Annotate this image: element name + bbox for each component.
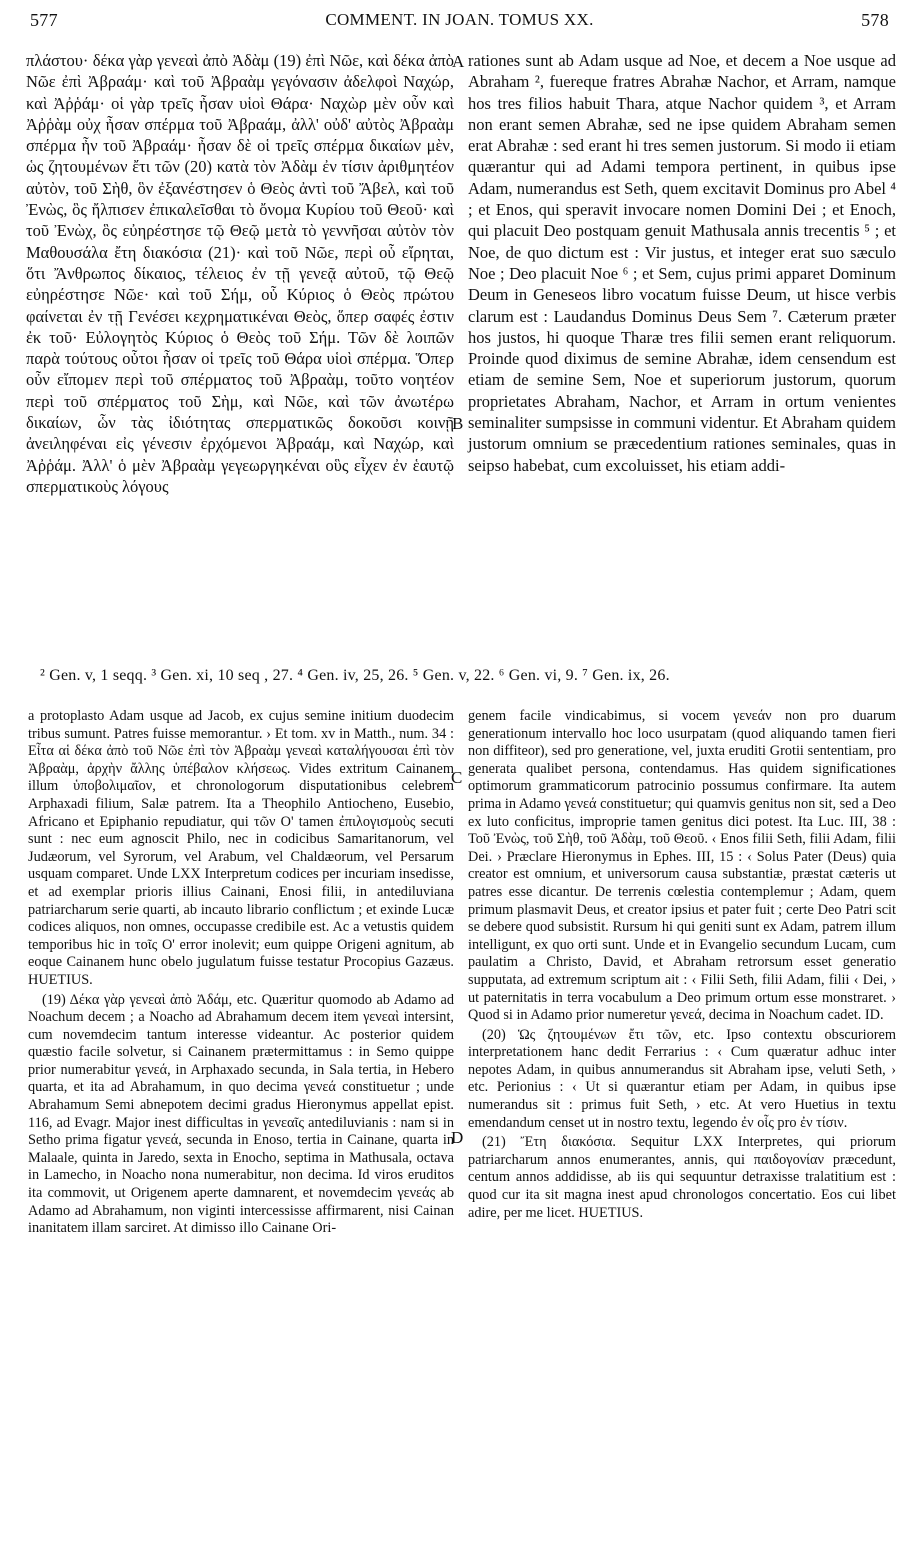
page-number-left: 577: [30, 10, 58, 30]
footnotes: ² Gen. v, 1 seqq. ³ Gen. xi, 10 seq , 27. ⁴ Gen. iv, 25, 26. ⁵ Gen. v, 22. ⁶ Gen. vi, 9. ⁷ Gen. ix, 26.: [40, 667, 670, 684]
margin-letter-a: A: [452, 52, 465, 71]
note-paragraph: (20) Ὡς ζητουμένων ἔτι τῶν, etc. Ipso contextu obscuriorem interpretationem hanc dedit Ferrarius : ‹ Cum quæratur adhuc inter nepotes Adam, in quibus annumerandus sit Abraham ipse, veluti Seth, › etc. Perionius : ‹ Ut si quærantur etiam per Adam, in quibus ipse numerandus sit : primus fuit Seth, › etc. At vero Huetius in textu emendandum censet ut in nostro textu, legendo ἐν οἷς pro ἐν τίσιν.: [468, 1026, 896, 1131]
greek-column: [26, 50, 454, 497]
note-paragraph: (21) Ἔτη διακόσια. Sequitur LXX Interpretes, qui priorum patriarcharum annos enumerantes, annis, qui παιδογονίαν præcedunt, centum annos addidisse, ab iis qui sequuntur detraxisse tralatitium est : quod cur ita sit magna inest apud chronologos concertatio. Eos cui libet adire, per me licet. HUETIUS.: [468, 1134, 896, 1221]
page-number-right: 578: [861, 10, 889, 30]
greek-text: πλάστου· δέκα γὰρ γενεαὶ ἀπὸ Ἀδὰμ (19) ἐπὶ Νῶε, καὶ δέκα ἀπὸ Νῶε ἐπὶ Ἀβραάμ· καὶ τοῦ Ἀβραὰμ γεγόνασιν ἀδελφοὶ Ναχώρ, καὶ Ἀῤῥάμ· οἱ γὰρ τρεῖς ἦσαν υἱοὶ Θάρα· Ναχὼρ μὲν οὖν καὶ Ἀῤῥὰμ οὐχ ἦσαν σπέρμα τοῦ Ἀβραάμ, ἀλλ' οὐδ' αὐτὸς Ἀβραὰμ σπέρμα ἦν τοῦ Ἀβραάμ· ἦσαν δὲ οἱ τρεῖς σπέρμα δικαίων μὲν, ὡς ζητουμένων ἔτι τῶν (20) κατὰ τὸν Ἀδὰμ ἐν τίσιν ἀριθμητέον αὐτὸν, τοῦ Σὴθ, ὃν ἐξανέστησεν ὁ Θεὸς ἀντὶ τοῦ Ἄβελ, καὶ τοῦ Ἐνὼς, ὃς ἤλπισεν ἐπικαλεῖσθαι τὸ ὄνομα Κυρίου τοῦ Θεοῦ· καὶ τοῦ Ἐνὼχ, ὃς εὐηρέστησε τῷ Θεῷ μετὰ τὸ γεννῆσαι αὐτὸν τὸν Μαθουσάλα ἔτη διακόσια (21)· καὶ τοῦ Νῶε, περὶ οὗ εἴρηται, ὅτι Ἄνθρωπος δίκαιος, τέλειος ἐν τῇ γενεᾷ αὐτοῦ, τῷ Θεῷ εὐηρέστησε Νῶε· καὶ τοῦ Σήμ, οὗ Κύριος ὁ Θεὸς πρώτου φαίνεται ἐν τῇ Γενέσει κεχρηματικέναι Θεὸς, ὅπερ σαφές ἐστιν ἐκ τοῦ· Εὐλογητὸς Κύριος ὁ Θεὸς τοῦ Σήμ. Τῶν δὲ λοιπῶν παρὰ τούτους οὗτοι ἦσαν οἱ τρεῖς τοῦ Θάρα υἱοὶ σπέρμα. Ὅπερ οὖν εἴπομεν περὶ τοῦ σπέρματος τοῦ Ἀβραὰμ, τοῦτο νοητέον περὶ τοῦ σπέρματος τοῦ Σὴμ, καὶ Νῶε, καὶ τῶν ἀνωτέρω δικαίων, ὧν τὰς ἰδιότητας σπερματικῶς δοκοῦσι κοινῇ ἀνειληφέναι εἰς γένεσιν ἐρχόμενοι Ἀβραάμ, καὶ Ναχώρ, καὶ Ἀῤῥάμ. Ἀλλ' ὁ μὲν Ἀβραὰμ γεγεωργηκέναι οὓς εἶχεν ἐν ἑαυτῷ σπερματικοὺς λόγους: [26, 51, 454, 496]
margin-letter-b: B: [452, 414, 464, 433]
margin-letter-d: D: [451, 1128, 464, 1147]
note-paragraph: genem facile vindicabimus, si vocem γενεάν non pro duarum generationum intervallo hoc loco usurpatam (quod aliquando tamen fieri non diffiteor), sed pro generatione, vel, juxta eruditi Grotii sententiam, pro generata qualibet persona, contendamus. Has quidem significationes optimorum grammaticorum patrocinio possumus confirmare. Ita autem prima in Adamo γενεά constituetur; qui quamvis genitus non sit, sed a Deo ex luto conficitus, improprie tamen genitus dici potest. Ita Luc. III, 38 : Τοῦ Ἐνὼς, τοῦ Σὴθ, τοῦ Ἀδὰμ, τοῦ Θεοῦ. ‹ Enos filii Seth, filii Adam, filii Dei. › Præclare Hieronymus in Ephes. III, 15 : ‹ Solus Pater (Deus) quia creator est omnium, et universorum causa substantiæ, præstat cæteris ut patres esse dicantur. De terrenis cœlestia contemplemur ; Adam, quem primum plasmavit Deus, et creator ipsius et pater fuit ; certe Deo Patri scit se debere quod subsistit. Rursum hi qui geniti sunt ex Adam, patrem illum intelligunt, ex quo orti sunt. Unde et in Evangelio secundum Lucam, cum paulatim a Christo, David, et Abraham retrorsum esset generatio supputata, ad extremum scriptum ait : ‹ Filii Seth, filii Adam, filii ‹ Dei, › ut paternitatis in terra vocabulum a Deo primum ortum esse monstraret. › Quod si in Adamo prior numeretur γενεά, decima in Noachum cadet. ID.: [468, 708, 896, 1024]
margin-letter-c: C: [451, 768, 463, 787]
latin-text: rationes sunt ab Adam usque ad Noe, et decem a Noe usque ad Abraham ², fuereque fratres Abrahæ Nachor, et Arram, namque hos tres filios habuit Thara, atque Nachor quidem ³, et Arram non erant semen Abrahæ, sed ne ipse quidem Abraham semen erat Abrahæ : sed erant hi tres semen justorum. Si modo ii etiam quærantur qui ad Adami tempora pertinent, in quibus ipse Adam, numerandus est Seth, quem excitavit Dominus pro Abel ⁴ ; et Enos, qui speravit invocare nomen Domini Dei ; et Enoch, qui placuit Deo postquam genuit Mathusala annis trecentis ⁵ ; et Noe, de quo dictum est : Vir justus, et integer erat suo sæculo Noe ; Deo placuit Noe ⁶ ; et Sem, cujus primi apparet Dominum Deum in Geneseos libro vocatum fuisse Deum, ut hisce verbis clarum est : Laudandus Dominus Deus Sem ⁷. Cæterum præter hos justos, hi quoque Tharæ tres filii semen erant reliquorum. Proinde quod diximus de semine Abrahæ, idem censendum est etiam de semine Sem, Noe et superiorum justorum, quorum proprietates Abraham, Nachor, et Arram in ortum venientes seminaliter sumpsisse in communi videntur. Et Abraham quidem justorum omnium se præcedentium rationes seminales, quas in seipso habebat, cum excoluisset, his etiam addi-: [468, 51, 896, 475]
note-paragraph: (19) Δέκα γὰρ γενεαὶ ἀπὸ Ἀδάμ, etc. Quæritur quomodo ab Adamo ad Noachum decem ; a Noacho ad Abrahamum decem item γενεαὶ intersint, cum novemdecim tantum interesse videantur. Ac posterior quidem quæstio facile solvetur, si Cainanem prætermittamus : in Semo quippe prior numerabitur γενεά, in Arphaxado secunda, in Sala tertia, in Hebero quarta, et ita ad Abrahamum, in quo decima γενεά constituetur ; unde Abrahamum Semi abnepotem decimi gradus Hieronymus appellat epist. 116, ad Evagr. Major inest difficultas in γενεαῖς antediluvianis : nam si in Setho prima figatur γενεά, secunda in Enoso, tertia in Cainane, quarta in Malaale, quinta in Jaredo, sexta in Enocho, septima in Mathusala, octava in Lamecho, in Noacho nona numerabitur, non decima. Id viros eruditos ita commovit, ut Origenem aperte damnarent, et novemdecim γενεάς ab Adamo ad Abrahamum, non viginti intercessisse affirmarent, nisi Cainan inanitatem illam sarciret. At dimisso illo Cainane Ori-: [28, 991, 454, 1237]
running-head: [30, 10, 889, 36]
notes-right-column: [468, 708, 896, 1222]
latin-column: [468, 50, 896, 476]
page-title: COMMENT. IN JOAN. TOMUS XX.: [325, 10, 594, 29]
notes-left-column: [28, 708, 454, 1238]
note-paragraph: a protoplasto Adam usque ad Jacob, ex cujus semine initium duodecim tribus sumunt. Patres fuisse memorantur. › Et tom. xv in Matth., num. 34 : Εἶτα αἱ δέκα ἀπὸ τοῦ Νῶε ἐπὶ τὸν Ἀβραὰμ γενεαὶ καταλήγουσαι ἐπὶ τὸν Ἀβραὰμ, ἀρχὴν ἄλλης ὑπέβαλον κλήσεως. Vides extritum Cainanem illum ὑποβολιμαῖον, et chronologorum disputationibus celebrem Arphaxadi filium, Salæ patrem. Ita a Theophilo Antiocheno, Eusebio, Africano et Epiphanio repudiatur, qui τῶν Ο' tamen ἐπιλογισμοὺς secuti sunt : nec eum agnoscit Philo, nec in codicibus Samaritanorum, vel Judæorum, vel Syrorum, vel Arabum, vel Chaldæorum, vel Persarum usquam comparet. Unde LXX Interpretum codices per incuriam insedisse, et ad exemplar prioris illius Cainani, Enosi filii, in antediluviana patriarcharum serie quarti, ab incauto librario conflictum ; et exinde Lucæ codices aliquos, non omnes, occupasse credibile est. Ac a vetustis quidem temporibus hic in τοῖς Ο' error inolevit; eum quippe Origeni agnitum, ab eoque Cainanem hunc obelo jugulatum fuisse testatur Procopius Gazæus. HUETIUS.: [28, 708, 454, 988]
